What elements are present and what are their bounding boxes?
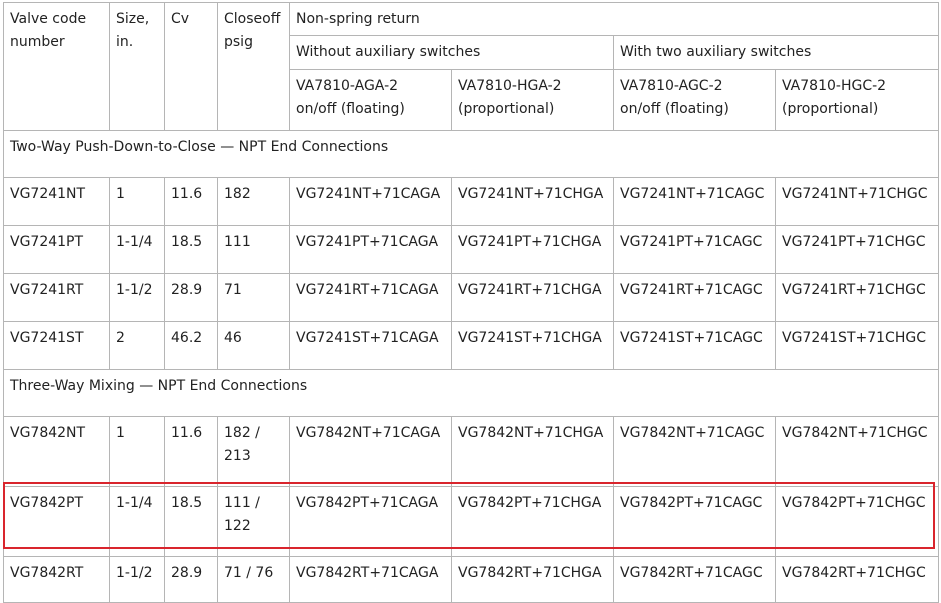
table-row xyxy=(4,417,939,487)
cell-valve-code: VG7842NT xyxy=(4,417,110,487)
cell-assembly-4: VG7241NT+71CHGC xyxy=(776,178,939,226)
cell-assembly-3: VG7241PT+71CAGC xyxy=(614,226,776,274)
cell-assembly-2: VG7842PT+71CHGA xyxy=(452,487,614,557)
cell-assembly-1: VG7241PT+71CAGA xyxy=(290,226,452,274)
cell-valve-code: VG7241RT xyxy=(4,274,110,322)
header-row xyxy=(4,3,939,36)
table-row xyxy=(4,178,939,226)
header-with-aux: With two auxiliary switches xyxy=(614,36,939,70)
cell-size: 2 xyxy=(110,322,165,370)
cell-assembly-4: VG7842NT+71CHGC xyxy=(776,417,939,487)
cell-assembly-1: VG7241NT+71CAGA xyxy=(290,178,452,226)
cell-valve-code: VG7241NT xyxy=(4,178,110,226)
cell-cv: 28.9 xyxy=(165,274,218,322)
cell-cv: 18.5 xyxy=(165,226,218,274)
cell-assembly-4: VG7842PT+71CHGC xyxy=(776,487,939,557)
cell-assembly-4: VG7241RT+71CHGC xyxy=(776,274,939,322)
cell-assembly-3: VG7842RT+71CAGC xyxy=(614,557,776,603)
cell-assembly-2: VG7241NT+71CHGA xyxy=(452,178,614,226)
header-without-aux: Without auxiliary switches xyxy=(290,36,614,70)
cell-closeoff: 71 / 76 xyxy=(218,557,290,603)
cell-size: 1-1/4 xyxy=(110,226,165,274)
cell-cv: 11.6 xyxy=(165,417,218,487)
header-actuator-2: VA7810-HGA-2 (proportional) xyxy=(452,70,614,131)
header-actuator-1: VA7810-AGA-2 on/off (floating) xyxy=(290,70,452,131)
section-title: Three-Way Mixing — NPT End Connections xyxy=(4,370,939,417)
cell-assembly-2: VG7842NT+71CHGA xyxy=(452,417,614,487)
cell-assembly-1: VG7241RT+71CAGA xyxy=(290,274,452,322)
cell-cv: 28.9 xyxy=(165,557,218,603)
cell-assembly-1: VG7842NT+71CAGA xyxy=(290,417,452,487)
table-row xyxy=(4,557,939,603)
cell-size: 1 xyxy=(110,417,165,487)
cell-assembly-4: VG7842RT+71CHGC xyxy=(776,557,939,603)
cell-closeoff: 182 / 213 xyxy=(218,417,290,487)
cell-closeoff: 71 xyxy=(218,274,290,322)
cell-assembly-2: VG7842RT+71CHGA xyxy=(452,557,614,603)
cell-assembly-2: VG7241ST+71CHGA xyxy=(452,322,614,370)
cell-assembly-3: VG7241RT+71CAGC xyxy=(614,274,776,322)
header-actuator-4: VA7810-HGC-2 (proportional) xyxy=(776,70,939,131)
header-closeoff: Closeoff psig xyxy=(218,3,290,131)
section-title: Two-Way Push-Down-to-Close — NPT End Connections xyxy=(4,131,939,178)
cell-closeoff: 46 xyxy=(218,322,290,370)
cell-closeoff: 182 xyxy=(218,178,290,226)
cell-valve-code: VG7842RT xyxy=(4,557,110,603)
cell-closeoff: 111 / 122 xyxy=(218,487,290,557)
cell-cv: 46.2 xyxy=(165,322,218,370)
section-row xyxy=(4,131,939,178)
cell-assembly-2: VG7241PT+71CHGA xyxy=(452,226,614,274)
cell-assembly-3: VG7241ST+71CAGC xyxy=(614,322,776,370)
cell-size: 1-1/2 xyxy=(110,274,165,322)
header-size: Size, in. xyxy=(110,3,165,131)
header-actuator-3: VA7810-AGC-2 on/off (floating) xyxy=(614,70,776,131)
cell-valve-code: VG7842PT xyxy=(4,487,110,557)
header-valve-code: Valve code number xyxy=(4,3,110,131)
cell-size: 1-1/2 xyxy=(110,557,165,603)
cell-assembly-3: VG7241NT+71CAGC xyxy=(614,178,776,226)
header-cv: Cv xyxy=(165,3,218,131)
header-non-spring-return: Non-spring return xyxy=(290,3,939,36)
cell-cv: 18.5 xyxy=(165,487,218,557)
cell-closeoff: 111 xyxy=(218,226,290,274)
cell-assembly-4: VG7241PT+71CHGC xyxy=(776,226,939,274)
cell-cv: 11.6 xyxy=(165,178,218,226)
section-row xyxy=(4,370,939,417)
valve-selection-table xyxy=(3,2,939,603)
table-row xyxy=(4,322,939,370)
cell-assembly-3: VG7842NT+71CAGC xyxy=(614,417,776,487)
cell-size: 1 xyxy=(110,178,165,226)
table-row xyxy=(4,226,939,274)
table-row xyxy=(4,274,939,322)
cell-assembly-4: VG7241ST+71CHGC xyxy=(776,322,939,370)
table-row-highlighted xyxy=(4,487,939,557)
cell-assembly-1: VG7241ST+71CAGA xyxy=(290,322,452,370)
cell-valve-code: VG7241ST xyxy=(4,322,110,370)
cell-size: 1-1/4 xyxy=(110,487,165,557)
cell-assembly-3: VG7842PT+71CAGC xyxy=(614,487,776,557)
cell-assembly-1: VG7842RT+71CAGA xyxy=(290,557,452,603)
cell-valve-code: VG7241PT xyxy=(4,226,110,274)
cell-assembly-2: VG7241RT+71CHGA xyxy=(452,274,614,322)
cell-assembly-1: VG7842PT+71CAGA xyxy=(290,487,452,557)
